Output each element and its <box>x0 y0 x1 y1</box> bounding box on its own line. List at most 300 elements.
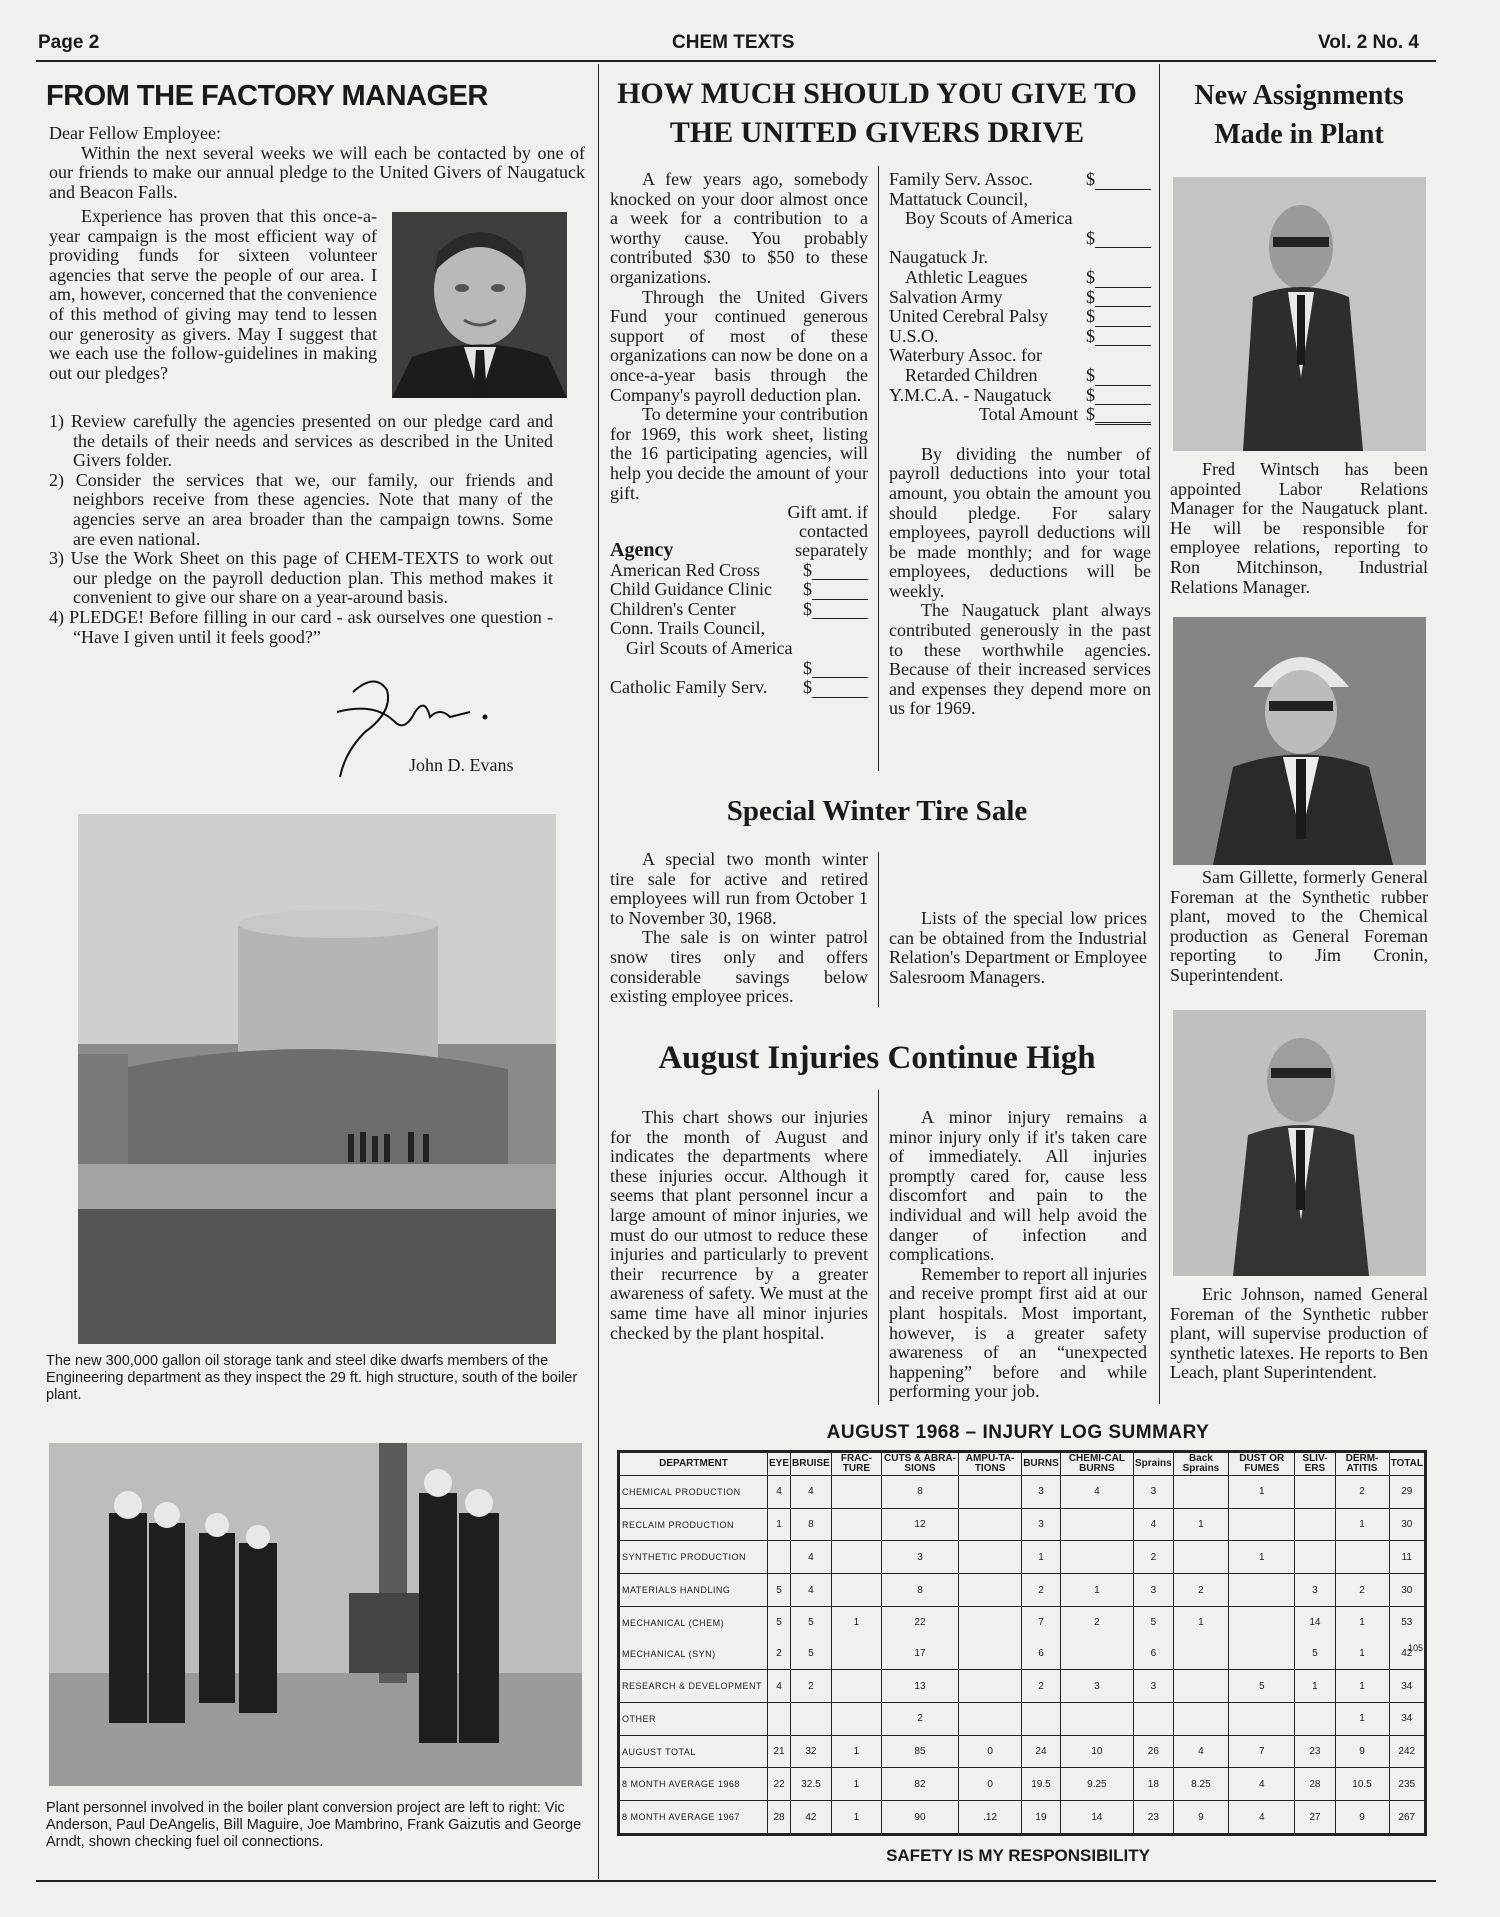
table-cell: 34 <box>1389 1702 1424 1735</box>
table-cell <box>1229 1702 1295 1735</box>
table-cell: 2 <box>1060 1606 1133 1638</box>
injuries-p3: Remember to report all injuries and receive prompt first aid at our plant hospitals. Most important, however, is a greater safety awareness of an “unexpected happening” before and while performing your job. <box>889 1263 1147 1402</box>
table-cell <box>958 1702 1021 1735</box>
column-header: DUST OR FUMES <box>1229 1453 1295 1476</box>
agency-amount <box>889 229 1151 249</box>
manager-para-2 <box>49 207 377 383</box>
agency-row <box>610 580 868 600</box>
agency-name: Girl Scouts of America <box>626 638 793 659</box>
table-cell: 3 <box>1134 1670 1174 1703</box>
tires-headline: Special Winter Tire Sale <box>726 795 1028 827</box>
table-cell: 23 <box>1295 1735 1335 1768</box>
table-cell: 4 <box>768 1670 791 1703</box>
tires-right-column <box>889 889 1147 987</box>
johnson-caption <box>1170 1285 1428 1383</box>
table-cell: 26 <box>1134 1735 1174 1768</box>
table-cell: 8 <box>791 1508 832 1541</box>
agency-row <box>610 678 868 698</box>
gift-amount-header: Gift amt. if contacted separately <box>787 502 868 561</box>
manager-heading: FROM THE FACTORY MANAGER <box>46 80 488 112</box>
amount-blank <box>812 564 868 580</box>
table-cell <box>958 1638 1021 1670</box>
injury-table-frame <box>617 1450 1427 1836</box>
table-cell <box>1295 1541 1335 1574</box>
dollar-sign: $ <box>1086 364 1095 385</box>
table-cell: 1 <box>1060 1574 1133 1607</box>
agency-name: Catholic Family Serv. <box>610 677 768 698</box>
agency-row <box>889 327 1151 347</box>
agency-name: Mattatuck Council, <box>889 188 1028 209</box>
table-cell <box>1229 1508 1295 1541</box>
table-row <box>620 1508 1425 1541</box>
agency-row <box>889 268 1151 288</box>
table-cell: 22 <box>768 1768 791 1801</box>
total-blank <box>1095 407 1151 425</box>
guideline-item: 4) PLEDGE! Before filling in our card - ask ourselves one question - “Have I given until it feels good?” <box>49 606 553 647</box>
table-cell: 30 <box>1389 1508 1424 1541</box>
table-cell: 1 <box>1173 1606 1228 1638</box>
table-cell: 7 <box>1022 1606 1061 1638</box>
dollar-sign: $ <box>803 559 812 580</box>
table-cell <box>1295 1702 1335 1735</box>
dollar-sign: $ <box>1086 306 1095 327</box>
column-header: EYE <box>768 1453 791 1476</box>
photo-boiler-crew <box>49 1443 582 1786</box>
dollar-sign: $ <box>803 677 812 698</box>
agency-row <box>889 170 1151 190</box>
table-cell: 4 <box>1173 1735 1228 1768</box>
column-header: Sprains <box>1134 1453 1174 1476</box>
table-cell: 14 <box>1295 1606 1335 1638</box>
table-cell <box>831 1638 881 1670</box>
table-cell: 1 <box>1022 1541 1061 1574</box>
table-cell: 242 <box>1389 1735 1424 1768</box>
injury-table-header <box>620 1453 1425 1476</box>
injury-table-title: AUGUST 1968 – INJURY LOG SUMMARY <box>826 1422 1210 1443</box>
table-cell: 9 <box>1335 1801 1389 1834</box>
dollar-sign: $ <box>1086 286 1095 307</box>
givers-gutter <box>878 166 879 771</box>
table-cell: 53 <box>1389 1606 1424 1638</box>
table-cell: 9.25 <box>1060 1768 1133 1801</box>
table-cell: 1 <box>831 1606 881 1638</box>
table-cell <box>791 1702 832 1735</box>
total-label: Total Amount <box>979 404 1079 425</box>
injuries-p2: A minor injury remains a minor injury only if it's taken care of immediately. All injuries promptly cared for, cause less discomfort and pain to the individual and will help avoid the danger of infection and complications. <box>889 1107 1147 1265</box>
table-cell: 1 <box>831 1801 881 1834</box>
amount-blank <box>1095 330 1151 346</box>
tires-p3: Lists of the special low prices can be obtained from the Industrial Relation's Department or Employee Salesroom Managers. <box>889 908 1147 987</box>
dollar-sign: $ <box>1086 404 1095 425</box>
amount-blank <box>812 584 868 600</box>
table-cell: 6 <box>1022 1638 1061 1670</box>
table-cell: 3 <box>1134 1476 1174 1509</box>
table-cell <box>1295 1476 1335 1509</box>
photo-oil-tank <box>78 814 556 1344</box>
column-header: FRAC-TURE <box>831 1453 881 1476</box>
agency-name: Family Serv. Assoc. <box>889 169 1033 189</box>
injuries-right-column <box>889 1108 1147 1402</box>
amount-blank <box>1095 370 1151 386</box>
column-header: SLIV-ERS <box>1295 1453 1335 1476</box>
givers-p4: By dividing the number of payroll deductions into your total amount, you obtain the amount you should pledge. For salary employees, payroll deductions will be made monthly; and for wage employees, deductions will be weekly. <box>889 443 1151 601</box>
agency-row <box>889 366 1151 386</box>
table-cell: 1 <box>1335 1702 1389 1735</box>
agency-row <box>610 600 868 620</box>
injuries-headline: August Injuries Continue High <box>658 1040 1096 1076</box>
table-row <box>620 1476 1425 1509</box>
row-label: SYNTHETIC PRODUCTION <box>620 1541 768 1574</box>
table-cell: 32 <box>791 1735 832 1768</box>
table-cell: 10.5 <box>1335 1768 1389 1801</box>
table-cell: 42 <box>791 1801 832 1834</box>
table-cell: 11 <box>1389 1541 1424 1574</box>
table-cell <box>1229 1606 1295 1638</box>
agency-row <box>610 561 868 581</box>
table-cell: 1 <box>831 1735 881 1768</box>
table-cell: 3 <box>1022 1476 1061 1509</box>
dollar-sign: $ <box>1086 266 1095 287</box>
portrait-fred-wintsch <box>1173 177 1426 451</box>
issue-number: Vol. 2 No. 4 <box>1318 32 1420 53</box>
wintsch-text: Fred Wintsch has been appointed Labor Relations Manager for the Naugatuck plant. He will be responsible for employee relations, reporting to Ron Mitchinson, Industrial Relations Manager. <box>1170 459 1428 597</box>
column-header: CUTS & ABRA-SIONS <box>881 1453 958 1476</box>
johnson-text: Eric Johnson, named General Foreman of the Synthetic rubber plant, will supervise production of synthetic latexes. He reports to Ben Leach, plant Superintendent. <box>1170 1284 1428 1383</box>
table-cell: 1 <box>768 1508 791 1541</box>
manager-letter <box>49 124 585 202</box>
table-cell: 42 <box>1389 1638 1424 1670</box>
table-cell: 29 <box>1389 1476 1424 1509</box>
row-label: RESEARCH & DEVELOPMENT <box>620 1670 768 1703</box>
table-cell: 5 <box>1229 1670 1295 1703</box>
table-cell: 4 <box>1229 1801 1295 1834</box>
salutation: Dear Fellow Employee: <box>49 123 221 143</box>
table-cell <box>958 1574 1021 1607</box>
givers-headline: HOW MUCH SHOULD YOU GIVE TO THE UNITED GIVERS DRIVE <box>617 77 1137 149</box>
table-cell: 5 <box>791 1638 832 1670</box>
table-cell: 2 <box>1022 1670 1061 1703</box>
table-cell <box>831 1702 881 1735</box>
table-cell <box>768 1702 791 1735</box>
amount-blank <box>812 682 868 698</box>
table-cell: 4 <box>791 1541 832 1574</box>
table-cell <box>1022 1702 1061 1735</box>
table-cell: 2 <box>1173 1574 1228 1607</box>
injury-table-body <box>620 1476 1425 1834</box>
table-cell: 1 <box>1335 1638 1389 1670</box>
table-cell: 0 <box>958 1735 1021 1768</box>
table-cell <box>1173 1541 1228 1574</box>
table-row <box>620 1735 1425 1768</box>
table-cell: 12 <box>881 1508 958 1541</box>
injuries-left-column <box>610 1108 868 1343</box>
portrait-sam-gillette <box>1173 617 1426 865</box>
signer-name: John D. Evans <box>409 755 514 775</box>
table-cell <box>958 1670 1021 1703</box>
guideline-item: 2) Consider the services that we, our family, our friends and neighbors receive from these agencies. Note that many of the agencies serve an area broader than the campaign towns. Some are even national. <box>49 469 553 549</box>
agency-name: Salvation Army <box>889 286 1003 307</box>
dollar-sign: $ <box>1086 169 1095 189</box>
agency-name: Children's Center <box>610 598 736 619</box>
table-cell: 19.5 <box>1022 1768 1061 1801</box>
agency-name: Y.M.C.A. - Naugatuck <box>889 384 1052 405</box>
amount-blank <box>1095 232 1151 248</box>
amount-blank <box>812 603 868 619</box>
table-cell: 32.5 <box>791 1768 832 1801</box>
givers-right-column <box>889 170 1151 719</box>
agency-name: United Cerebral Palsy <box>889 306 1048 327</box>
amount-blank <box>1095 389 1151 405</box>
table-cell <box>1060 1702 1133 1735</box>
table-cell: 24 <box>1022 1735 1061 1768</box>
table-cell: 85 <box>881 1735 958 1768</box>
row-label: CHEMICAL PRODUCTION <box>620 1476 768 1509</box>
amount-blank <box>812 662 868 678</box>
column-rule-left <box>598 64 599 1879</box>
caption-tank: The new 300,000 gallon oil storage tank and steel dike dwarfs members of the Engineering department as they inspect the 29 ft. high structure, south of the boiler plant. <box>46 1353 578 1403</box>
mechanical-combined-total: 105 <box>1408 1643 1424 1653</box>
table-cell: 2 <box>1022 1574 1061 1607</box>
table-cell: 1 <box>831 1768 881 1801</box>
table-cell: 1 <box>1229 1476 1295 1509</box>
row-label: MECHANICAL (CHEM) <box>620 1606 768 1638</box>
table-cell: 82 <box>881 1768 958 1801</box>
table-row <box>620 1574 1425 1607</box>
agency-row <box>889 288 1151 308</box>
givers-p3: To determine your contribution for 1969, this work sheet, listing the 16 participating agencies, will help you decide the amount of your gift. <box>610 404 868 503</box>
assignments-headline: New Assignments Made in Plant <box>1194 80 1404 150</box>
table-cell <box>1335 1541 1389 1574</box>
table-cell: 90 <box>881 1801 958 1834</box>
row-label: MATERIALS HANDLING <box>620 1574 768 1607</box>
table-cell: 9 <box>1173 1801 1228 1834</box>
table-cell: 4 <box>1060 1476 1133 1509</box>
givers-p5: The Naugatuck plant always contributed generously in the past to these worthwhile agencies. Because of their increased services and expenses they depend more on us for 1969. <box>889 600 1151 719</box>
table-cell <box>831 1670 881 1703</box>
table-cell: 1 <box>1295 1670 1335 1703</box>
gillette-text: Sam Gillette, formerly General Foreman at the Synthetic rubber plant, moved to the Chemical production as General Foreman reporting to Jim Cronin, Superintendent. <box>1170 867 1428 985</box>
agency-name: Naugatuck Jr. <box>889 247 988 268</box>
table-row <box>620 1702 1425 1735</box>
table-cell <box>1060 1541 1133 1574</box>
guideline-list <box>49 412 553 647</box>
table-cell: .12 <box>958 1801 1021 1834</box>
table-row <box>620 1768 1425 1801</box>
table-cell: 9 <box>1335 1735 1389 1768</box>
portrait-john-evans <box>392 212 567 398</box>
guideline-item: 3) Use the Work Sheet on this page of CHEM-TEXTS to work out our pledge on the payroll deduction plan. This method makes it convenient to give our share on a year-around basis. <box>49 548 553 608</box>
table-cell: 19 <box>1022 1801 1061 1834</box>
table-cell <box>1173 1670 1228 1703</box>
table-cell: 5 <box>1134 1606 1174 1638</box>
row-label: OTHER <box>620 1702 768 1735</box>
agency-header: Agency <box>610 539 674 562</box>
table-cell: 8.25 <box>1173 1768 1228 1801</box>
table-cell: 235 <box>1389 1768 1424 1801</box>
table-row <box>620 1606 1425 1638</box>
table-cell: 2 <box>1134 1541 1174 1574</box>
dollar-sign: $ <box>803 598 812 619</box>
table-cell: 4 <box>791 1476 832 1509</box>
table-cell <box>831 1476 881 1509</box>
table-cell: 28 <box>1295 1768 1335 1801</box>
table-cell: 2 <box>1335 1574 1389 1607</box>
table-cell <box>1060 1508 1133 1541</box>
table-row <box>620 1638 1425 1670</box>
column-header: CHEMI-CAL BURNS <box>1060 1453 1133 1476</box>
amount-blank <box>1095 311 1151 327</box>
agency-name: U.S.O. <box>889 325 939 346</box>
givers-p2: Through the United Givers Fund your continued generous support of most of these organizations can now be done on a once-a-year basis through the Company's payroll deduction plan. <box>610 286 868 405</box>
table-cell: 1 <box>1335 1670 1389 1703</box>
table-row <box>620 1801 1425 1834</box>
table-cell: 2 <box>881 1702 958 1735</box>
tires-p2: The sale is on winter patrol snow tires only and offers considerable savings below existing employee prices. <box>610 927 868 1007</box>
table-cell <box>958 1508 1021 1541</box>
table-cell: 23 <box>1134 1801 1174 1834</box>
gillette-caption <box>1170 868 1428 986</box>
table-cell: 1 <box>1173 1508 1228 1541</box>
table-cell: 5 <box>1295 1638 1335 1670</box>
table-row <box>620 1541 1425 1574</box>
total-row <box>889 405 1151 425</box>
table-cell <box>831 1541 881 1574</box>
dollar-sign: $ <box>1086 384 1095 405</box>
amount-blank <box>1095 174 1151 190</box>
table-cell <box>1229 1638 1295 1670</box>
table-cell: 30 <box>1389 1574 1424 1607</box>
table-cell: 8 <box>881 1574 958 1607</box>
table-cell: 1 <box>1335 1606 1389 1638</box>
manager-para-1: Within the next several weeks we will each be contacted by one of our friends to make our annual pledge to the United Givers of Naugatuck and Beacon Falls. <box>49 142 585 202</box>
injury-table <box>619 1452 1425 1834</box>
table-cell: 27 <box>1295 1801 1335 1834</box>
dollar-sign: $ <box>803 657 812 678</box>
column-header: BRUISE <box>791 1453 832 1476</box>
agency-name: Waterbury Assoc. for <box>889 345 1043 366</box>
guideline-item: 1) Review carefully the agencies presented on our pledge card and the details of their needs and services as described in the United Givers folder. <box>49 411 553 471</box>
page-number: Page 2 <box>38 32 100 53</box>
amount-blank <box>1095 291 1151 307</box>
table-cell: 7 <box>1229 1735 1295 1768</box>
portrait-eric-johnson <box>1173 1010 1426 1276</box>
table-cell <box>1173 1702 1228 1735</box>
table-cell: 1 <box>1229 1541 1295 1574</box>
table-cell: 17 <box>881 1638 958 1670</box>
dollar-sign: $ <box>1086 227 1095 248</box>
masthead-rule <box>36 60 1436 62</box>
agency-name: American Red Cross <box>610 559 760 580</box>
table-cell: 4 <box>1229 1768 1295 1801</box>
table-cell: 5 <box>768 1606 791 1638</box>
tires-gutter <box>878 852 879 1007</box>
table-cell <box>1134 1702 1174 1735</box>
safety-slogan: SAFETY IS MY RESPONSIBILITY <box>886 1846 1150 1865</box>
table-cell: 2 <box>1335 1476 1389 1509</box>
column-header-department: DEPARTMENT <box>620 1453 768 1476</box>
table-cell: 8 <box>881 1476 958 1509</box>
table-cell: 13 <box>881 1670 958 1703</box>
row-label: AUGUST TOTAL <box>620 1735 768 1768</box>
table-cell: 14 <box>1060 1801 1133 1834</box>
dollar-sign: $ <box>803 579 812 600</box>
column-header: BURNS <box>1022 1453 1061 1476</box>
agency-name: Child Guidance Clinic <box>610 579 772 600</box>
table-cell <box>768 1541 791 1574</box>
agency-name: Boy Scouts of America <box>905 208 1073 229</box>
tires-p1: A special two month winter tire sale for active and retired employees will run from October 1 to November 30, 1968. <box>610 849 868 928</box>
table-cell <box>1229 1574 1295 1607</box>
table-cell: 18 <box>1134 1768 1174 1801</box>
table-cell: 3 <box>881 1541 958 1574</box>
table-cell: 34 <box>1389 1670 1424 1703</box>
column-header: Back Sprains <box>1173 1453 1228 1476</box>
table-cell: 2 <box>791 1670 832 1703</box>
table-cell: 0 <box>958 1768 1021 1801</box>
agency-row <box>889 307 1151 327</box>
row-label: MECHANICAL (SYN) <box>620 1638 768 1670</box>
column-rule-right <box>1159 64 1160 1404</box>
amount-blank <box>1095 272 1151 288</box>
table-cell: 3 <box>1060 1670 1133 1703</box>
agency-name: Athletic Leagues <box>905 266 1028 287</box>
caption-crew: Plant personnel involved in the boiler plant conversion project are left to right: Vic Anderson, Paul DeAngelis, Bill Maguire, Joe Mambrino, Frank Gaizutis and George Arndt, shown checking fuel oil connections. <box>46 1800 582 1850</box>
table-cell: 4 <box>1134 1508 1174 1541</box>
table-cell: 28 <box>768 1801 791 1834</box>
tires-left-column <box>610 850 868 1007</box>
agency-name: Conn. Trails Council, <box>610 618 766 639</box>
givers-left-column <box>610 170 868 698</box>
table-cell <box>1060 1638 1133 1670</box>
row-label: 8 MONTH AVERAGE 1967 <box>620 1801 768 1834</box>
table-cell: 4 <box>791 1574 832 1607</box>
table-cell: 3 <box>1022 1508 1061 1541</box>
manager-para-2-text: Experience has proven that this once-a-year campaign is the most efficient way of providing funds for sixteen volunteer agencies that serve the people of our area. I am, however, concerned that the convenience of this method of giving may tend to lessen our generosity as givers. May I suggest that we each use the follow-guidelines in making out our pledges? <box>49 206 377 383</box>
table-cell: 5 <box>768 1574 791 1607</box>
table-cell: 1 <box>1335 1508 1389 1541</box>
footer-rule <box>36 1880 1436 1882</box>
row-label: 8 MONTH AVERAGE 1968 <box>620 1768 768 1801</box>
table-cell: 2 <box>768 1638 791 1670</box>
table-cell: 6 <box>1134 1638 1174 1670</box>
table-cell: 5 <box>791 1606 832 1638</box>
table-cell <box>831 1574 881 1607</box>
column-header: DERM-ATITIS <box>1335 1453 1389 1476</box>
wintsch-caption <box>1170 460 1428 597</box>
table-cell: 22 <box>881 1606 958 1638</box>
table-cell <box>1295 1508 1335 1541</box>
injuries-gutter <box>878 1090 879 1405</box>
table-cell <box>958 1606 1021 1638</box>
publication-title: CHEM TEXTS <box>672 32 795 53</box>
row-label: RECLAIM PRODUCTION <box>620 1508 768 1541</box>
table-cell: 3 <box>1134 1574 1174 1607</box>
table-cell: 10 <box>1060 1735 1133 1768</box>
table-cell <box>1173 1638 1228 1670</box>
agency-name: Retarded Children <box>905 364 1038 385</box>
agency-amount <box>610 659 868 679</box>
table-cell <box>1173 1476 1228 1509</box>
table-cell: 3 <box>1295 1574 1335 1607</box>
column-header: AMPU-TA-TIONS <box>958 1453 1021 1476</box>
column-header: TOTAL <box>1389 1453 1424 1476</box>
agency-row <box>889 386 1151 406</box>
table-cell: 267 <box>1389 1801 1424 1834</box>
dollar-sign: $ <box>1086 325 1095 346</box>
table-cell: 21 <box>768 1735 791 1768</box>
injuries-p1: This chart shows our injuries for the month of August and indicates the departments where these injuries occur. Although it seems that plant personnel incur a large amount of minor injuries, we must do our utmost to reduce these injuries and particularly to prevent their recurrence by a greater awareness of safety. We must at the same time have all minor injuries checked by the plant hospital. <box>610 1107 868 1343</box>
table-cell: 4 <box>768 1476 791 1509</box>
